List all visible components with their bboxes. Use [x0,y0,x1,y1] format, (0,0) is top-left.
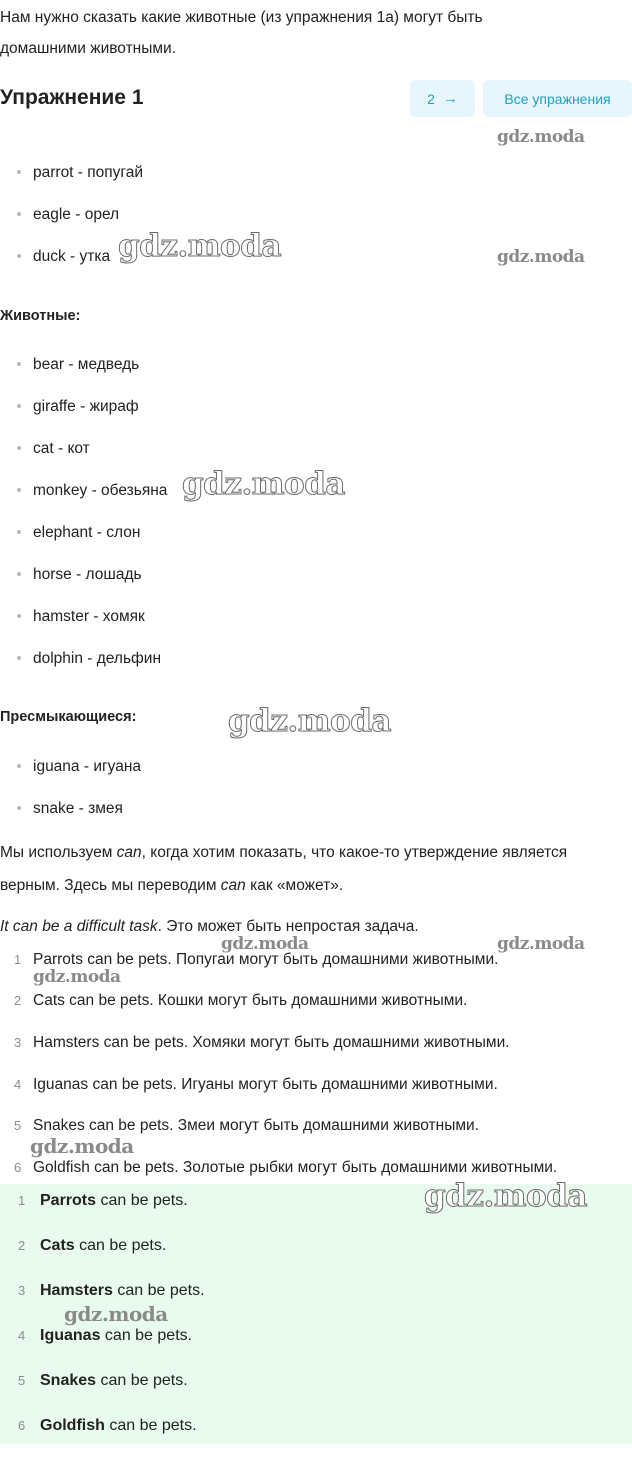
bullet-icon [17,806,21,810]
sentence-item: 6 Goldfish can be pets. Золотые рыбки могут быть домашними животными. [14,1159,558,1176]
intro-line-1: Нам нужно сказать какие животные (из упражнения 1а) могут быть [0,9,483,26]
bullet-icon [17,212,21,216]
list-item: dolphin - дельфин [17,650,161,668]
list-item: snake - змея [17,800,123,818]
watermark: gdz.moda [497,127,585,147]
list-item: horse - лошадь [17,566,142,584]
list-item: duck - утка [17,248,110,266]
watermark: gdz.moda [497,934,585,954]
sentence-item: 2 Cats can be pets. Кошки могут быть домашними животными. [14,992,468,1009]
watermark: gdz.moda [424,1178,587,1214]
all-exercises-button[interactable]: Все упражнения [483,80,632,117]
reptiles-heading: Пресмыкающиеся: [0,709,137,725]
bullet-icon [17,254,21,258]
answer-item: 1 Parrots can be pets. [18,1192,188,1209]
watermark: gdz.moda [497,247,585,267]
list-item: parrot - попугай [17,164,143,182]
explanation-line-1: Мы используем can, когда хотим показать, что какое-то утверждение является [0,844,568,861]
page-title: Упражнение 1 [0,86,144,109]
bullet-icon [17,656,21,660]
arrow-right-icon: → [442,90,458,107]
list-item: cat - кот [17,440,90,458]
list-item: iguana - игуана [17,758,141,776]
sentence-item: 4 Iguanas can be pets. Игуаны могут быть домашними животными. [14,1076,498,1093]
bullet-icon [17,530,21,534]
sentence-item: 1 Parrots can be pets. Попугаи могут быть домашними животными. [14,951,499,968]
list-item: elephant - слон [17,524,140,542]
bullet-icon [17,614,21,618]
sentence-item: 5 Snakes can be pets. Змеи могут быть домашними животными. [14,1117,479,1134]
bullet-icon [17,764,21,768]
watermark: gdz.moda [221,934,309,954]
watermark: gdz.moda [64,1302,168,1326]
bullet-icon [17,362,21,366]
list-item: monkey - обезьяна [17,482,167,500]
list-item: bear - медведь [17,356,139,374]
intro-text [0,2,632,64]
next-exercise-label: 2 [427,90,435,107]
list-item: giraffe - жираф [17,398,139,416]
example-sentence: It can be a difficult task. Это может быть непростая задача. [0,918,419,935]
bullet-icon [17,488,21,492]
sentence-item: 3 Hamsters can be pets. Хомяки могут быть домашними животными. [14,1034,510,1051]
answer-item: 3 Hamsters can be pets. [18,1282,205,1299]
next-exercise-button[interactable] [410,80,475,117]
watermark: gdz.moda [182,466,345,502]
watermark: gdz.moda [30,1134,134,1158]
bullet-icon [17,170,21,174]
answer-item: 6 Goldfish can be pets. [18,1417,197,1434]
answer-item: 2 Cats can be pets. [18,1237,167,1254]
animals-heading: Животные: [0,308,81,324]
bullet-icon [17,404,21,408]
answer-item: 4 Iguanas can be pets. [18,1327,193,1344]
answer-item: 5 Snakes can be pets. [18,1372,188,1389]
list-item: eagle - орел [17,206,119,224]
watermark: gdz.moda [228,703,391,739]
intro-line-2: домашними животными. [0,40,177,57]
bullet-icon [17,446,21,450]
list-item: hamster - хомяк [17,608,145,626]
watermark: gdz.moda [118,228,281,264]
bullet-icon [17,572,21,576]
watermark: gdz.moda [33,967,121,987]
explanation-line-2: верным. Здесь мы переводим can как «может». [0,877,344,894]
